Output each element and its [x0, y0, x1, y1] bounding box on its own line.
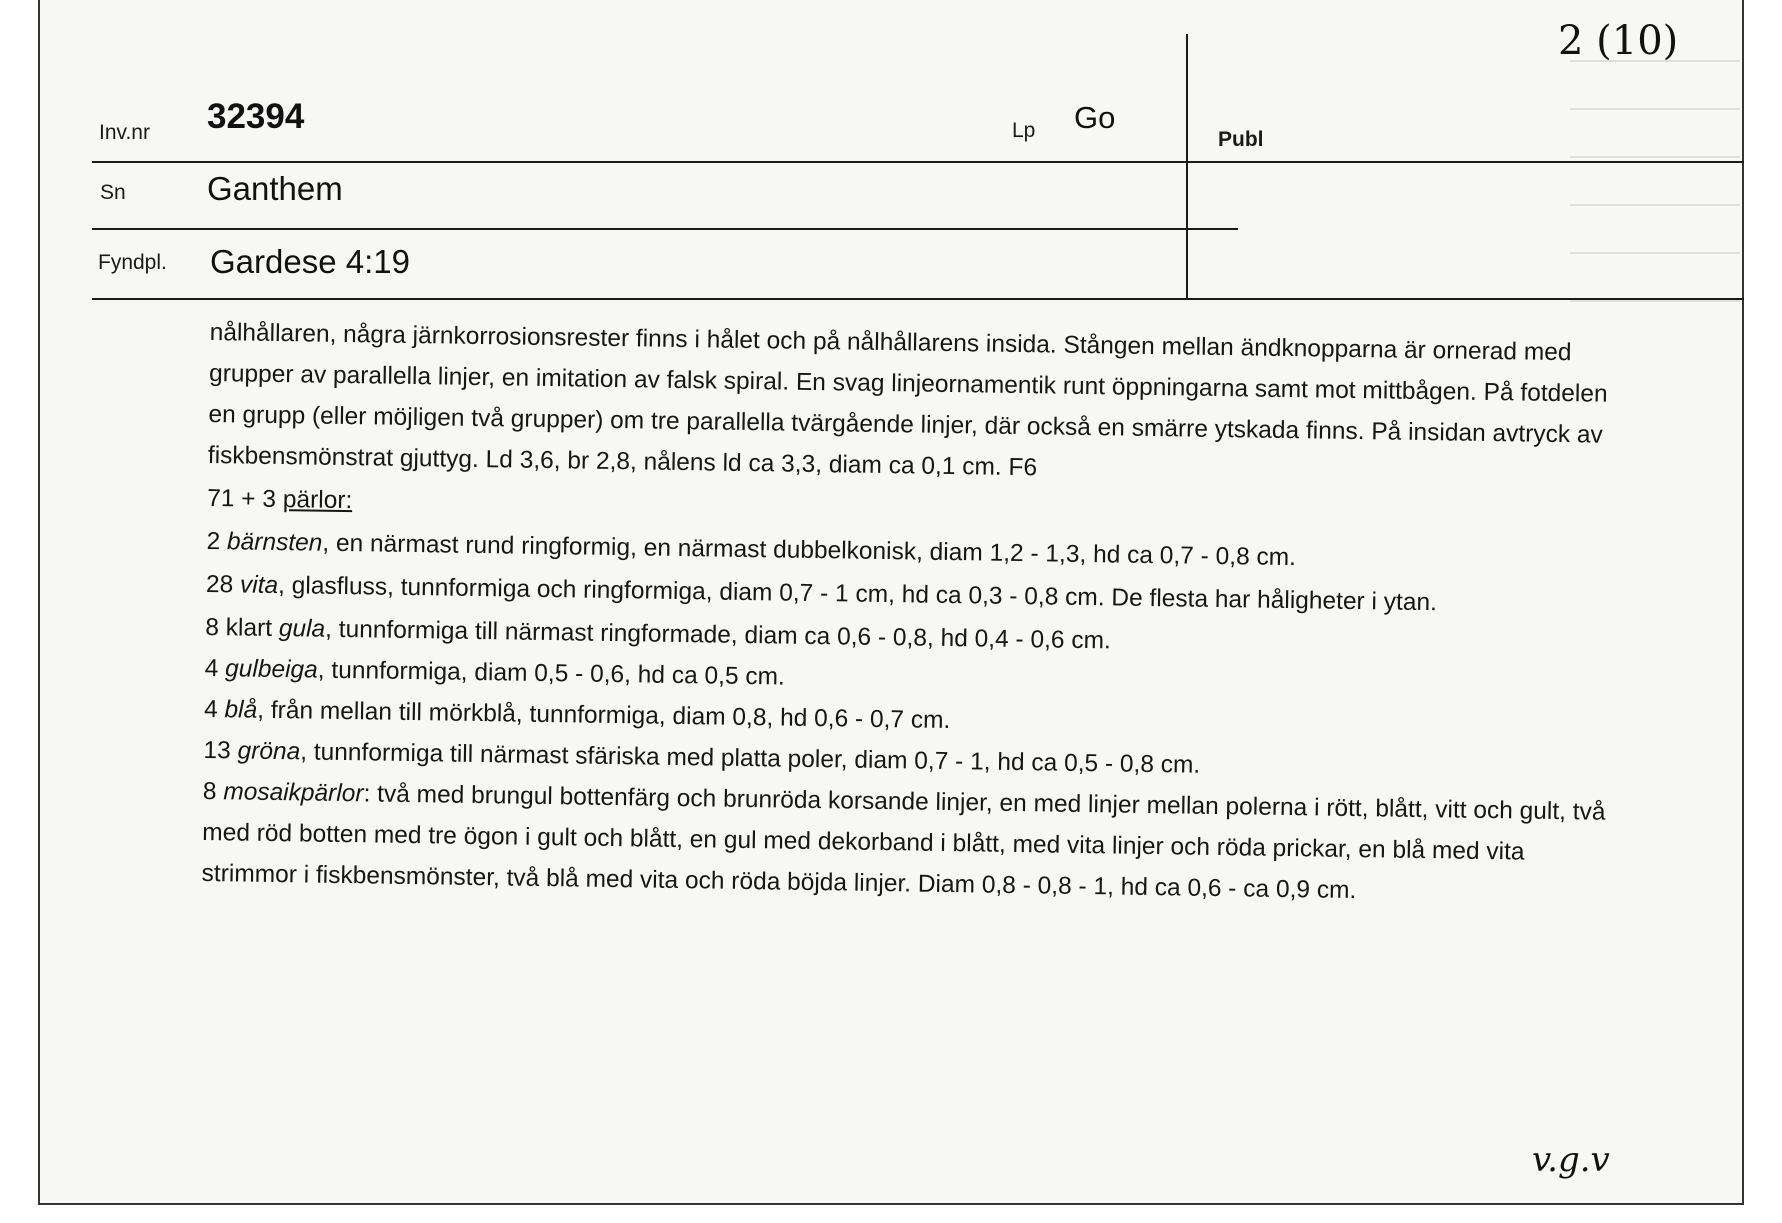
beads-count-prefix: 71 + 3	[207, 484, 284, 514]
beige-detail: , tunnformiga, diam 0,5 - 0,6, hd ca 0,5 cm.	[317, 656, 786, 691]
white-count: 28	[205, 570, 241, 599]
sn-label: Sn	[100, 181, 126, 204]
white-detail: , glasfluss, tunnformiga och ringformiga, diam 0,7 - 1 cm, hd ca 0,3 - 0,8 cm. De flesta har håligheter i ytan.	[277, 572, 1438, 617]
sn-value: Ganthem	[207, 170, 343, 207]
header-divider-1	[92, 161, 1744, 163]
brooch-description: nålhållaren, några järnkorrosionsrester finns i hålet och på nålhållarens insida. Stången mellan ändknopparna är ornerad med grupper av parallella linjer, en imitation av falsk spiral. En svag linjeornamentik runt öppningarna samt mot mittbågen. På fotdelen en grupp (eller möjligen två grupper) om tre parallella tvärgående linjer, där också en smärre ytskada finns. På insidan avtryck av fiskbensmönstrat gjuttyg. Ld 3,6, br 2,8, nålens ld ca 3,3, diam ca 0,1 cm. F6	[207, 318, 1608, 482]
lp-label: Lp	[1012, 119, 1036, 142]
yellow-count: 8 klart	[205, 613, 280, 643]
description-text	[201, 312, 1614, 915]
amber-count: 2	[206, 527, 228, 556]
yellow-word: gula	[278, 615, 326, 643]
publ-column-divider	[1186, 34, 1188, 300]
green-word: gröna	[237, 737, 301, 766]
publ-label: Publ	[1218, 128, 1264, 151]
lp-value: Go	[1074, 100, 1116, 135]
fyndpl-value: Gardese 4:19	[210, 243, 410, 280]
header-divider-3	[92, 298, 1744, 300]
yellow-detail: , tunnformiga till närmast ringformade, diam ca 0,6 - 0,8, hd 0,4 - 0,6 cm.	[324, 615, 1111, 655]
fyndpl-label: Fyndpl.	[98, 251, 167, 274]
signature-handwritten: v.g.v	[1532, 1140, 1610, 1180]
mosaic-word: mosaikpärlor	[223, 778, 364, 808]
amber-detail: , en närmast rund ringformig, en närmast dubbelkonisk, diam 1,2 - 1,3, hd ca 0,7 - 0,8 cm.	[322, 529, 1297, 572]
inv-number: 32394	[207, 97, 305, 136]
blue-word: blå	[224, 696, 258, 724]
inv-label: Inv.nr	[99, 121, 150, 144]
beige-count: 4	[204, 654, 226, 683]
header-divider-2	[92, 228, 1238, 230]
green-count: 13	[203, 736, 238, 765]
amber-word: bärnsten	[226, 528, 323, 557]
blue-detail: , från mellan till mörkblå, tunnformiga, diam 0,8, hd 0,6 - 0,7 cm.	[257, 696, 951, 735]
mosaic-beads	[201, 771, 1608, 915]
mosaic-detail: : två med brungul bottenfärg och brunröda korsande linjer, en med linjer mellan polerna i rött, blått, vitt och gult, två med röd botten med tre ögon i gult och blått, en gul med dekorband i blått, med vita linjer och röda prickar, en blå med vita strimmor i fiskbensmönster, två blå med vita och röda böjda linjer. Diam 0,8 - 0,8 - 1, hd ca 0,6 - ca 0,9 cm.	[201, 780, 1606, 905]
white-word: vita	[239, 571, 279, 600]
page-number-handwritten: 2 (10)	[1558, 18, 1679, 64]
beige-word: gulbeiga	[224, 655, 318, 684]
beads-count-word: pärlor:	[282, 486, 353, 515]
green-detail: , tunnformiga till närmast sfäriska med platta poler, diam 0,7 - 1, hd ca 0,5 - 0,8 cm.	[300, 738, 1201, 779]
mosaic-count: 8	[202, 777, 224, 806]
blue-count: 4	[203, 695, 225, 724]
